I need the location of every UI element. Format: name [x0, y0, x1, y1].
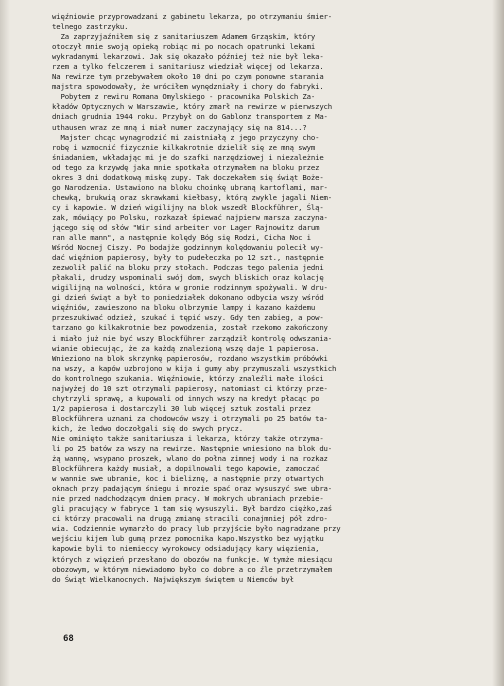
text-line: i miało już nie być wszy Blockführer zarządził kontrolę odwszania-: [52, 333, 333, 343]
text-line: rzem a tylko felczerem i sanitariusz wiedział więcej od lekarza.: [52, 62, 324, 72]
text-line: chytrzyli sprawę, a kupowali od innych wszy na kredyt płacąc po: [52, 393, 320, 403]
text-line: gi dzień świąt a był to poniedziałek dokonano odbycia wszy wśród: [52, 293, 324, 303]
text-line: telnego zastrzyku.: [52, 22, 129, 32]
text-line: Za zaprzyjaźniłem się z sanitariuszem Adamem Grząskim, który: [52, 32, 316, 42]
text-line: oknach przy padającym śniegu i mrozie spać oraz wysuszyć swe ubra-: [52, 484, 333, 494]
text-line: dniach grudnia 1944 roku. Przybył on do Gablonz transportem z Ma-: [52, 112, 328, 122]
text-line: na wszy, a kapów uzbrojono w kija i gumy aby przymuszali wszystkich: [52, 363, 337, 373]
text-line: obozowym, w którym niewiadomo było co dobre a co źle przetrzymałem: [52, 564, 333, 574]
text-line: Nie ominięto także sanitariusza i lekarza, którzy także otrzyma-: [52, 433, 324, 443]
text-line: zezwolił palić na bloku przy stołach. Podczas tego palenia jedni: [52, 263, 324, 273]
text-line: do kontrolnego szukania. Więźniowie, którzy znaleźli małe ilości: [52, 373, 324, 383]
text-line: kapowie byli to niemieccy wyrokowcy odsiadujący kary więzienia,: [52, 544, 320, 554]
text-line: więźniowie przyprowadzani z gabinetu lekarza, po otrzymaniu śmier-: [52, 12, 333, 21]
text-line: okres 3 dni dodatkową miskę zupy. Tak doczekałem się świąt Boże-: [52, 172, 324, 182]
text-line: majstra spowodowały, że wróciłem wynędzniały i chory do fabryki.: [52, 82, 324, 92]
text-line: ran alle mann", a następnie kolędy Bóg się Rodzi, Cicha Noc i: [52, 233, 311, 243]
text-line: Blockführera uznani za chodowców wszy i otrzymali po 25 batów ta-: [52, 413, 328, 423]
text-line: otoczył mnie swoją opieką robiąc mi po nocach opatrunki lekami: [52, 42, 316, 52]
text-line: kich, że ledwo doczołgali się do swych prycz.: [52, 423, 243, 433]
text-line: dać więźniom papierosy, były to pudełeczka po 12 szt., następnie: [52, 253, 324, 263]
text-line: do Świąt Wielkanocnych. Największym świętem u Niemców był: [52, 574, 294, 584]
typewritten-text-block: [52, 12, 467, 585]
text-line: wianie obiecując, że za każdą znalezioną wszę daje 1 papierosa.: [52, 343, 320, 353]
text-line: nie przed nadchodzącym dniem pracy. W mokrych ubraniach przebie-: [52, 494, 324, 504]
text-line: od tego za krzywdę jaka mnie spotkała otrzymałem na bloku przez: [52, 162, 320, 172]
text-line: przeszukiwać odzież, szukać i tępić wszy. Gdy ten zabieg, a pow-: [52, 313, 324, 323]
text-line: w wannie swe ubranie, koc i bieliznę, a następnie przy otwartych: [52, 474, 324, 484]
text-line: wigilijną na wolności, która w gronie rodzinnym spożywali. W dru-: [52, 283, 328, 293]
text-line: ci którzy pracowali na drugą zmianę stracili conajmniej pół zdro-: [52, 514, 328, 524]
page-number: 68: [63, 634, 74, 644]
text-line: uthausen wraz ze mną i miał numer zaczynający się na 814...?: [52, 122, 307, 132]
text-line: tarzano go kilkakrotnie bez powodzenia, został rzekomo zakończony: [52, 323, 328, 333]
text-line: jącego się od słów "Wir sind arbeiter vor Lager Rajnowitz darum: [52, 222, 320, 232]
text-line: wykradanymi lekarzowi. Jak się okazało później też nie był leka-: [52, 52, 324, 62]
text-line: go Narodzenia. Ustawiono na bloku choinkę ubraną kartoflami, mar-: [52, 182, 328, 192]
text-line: cy i kapowie. W dzień wigilijny na blok wszedł Blockführer, Ślą-: [52, 202, 324, 212]
text-line: Blockführera każdy musiał, a dopilnowali tego kapowie, zamoczać: [52, 464, 320, 474]
page-left-edge-shadow: [0, 0, 10, 686]
text-line: których z więzień przesłano do obozów na funkcje. W tymże miesiącu: [52, 554, 333, 564]
text-line: kładów Optycznych w Warszawie, który zmarł na rewirze w pierwszych: [52, 102, 333, 112]
text-line: chewką, brukwią oraz skrawkami kiełbasy, którą zwykle jagali Niem-: [52, 192, 333, 202]
text-line: wia. Codziennie wymarzło do pracy lub przyjście było nagradzane przy: [52, 524, 341, 534]
text-line: robę i wzmocnić fizycznie kilkakrotnie dzielił się ze mną swym: [52, 142, 316, 152]
text-line: żą wannę, wsypano proszek, wlano do połna zimnej wody i na rozkaz: [52, 454, 328, 464]
text-line: Majster chcąc wynagrodzić mi zaistniałą z jego przyczyny cho-: [52, 132, 320, 142]
text-line: Na rewirze tym przebywałem około 10 dni po czym ponowne starania: [52, 72, 324, 82]
text-line: śniadaniem, wkładając mi je do szafki narzędziowej i niezależnie: [52, 152, 324, 162]
text-line: zak, mówiący po Polsku, rozkazał śpiewać najpierw marsza zaczyna-: [52, 212, 328, 222]
text-line: najwyżej do 10 szt otrzymali papierosy, natomiast ci którzy prze-: [52, 383, 328, 393]
text-line: gli pracujący w fabryce 1 tam się wysuszyli. Był bardzo ciężko,zaś: [52, 504, 333, 514]
text-line: Wśród Nocnej Ciszy. Po bodajże godzinnym kolędowaniu polecił wy-: [52, 243, 324, 253]
text-line: więźniów, zawieszono na bloku olbrzymie lampy i kazano każdemu: [52, 303, 316, 313]
text-line: Wnieziono na blok skrzynkę papierosów, rozdano wszystkim próbówki: [52, 353, 328, 363]
text-line: li po 25 batów za wszy na rewirze. Następnie wniesiono na blok du-: [52, 444, 333, 454]
text-line: wejściu kijem lub gumą przez pomocnika kapo.Wszystko bez wyjątku: [52, 534, 324, 544]
text-line: płakali, drudzy wspominali swój dom, swych bliskich oraz kolację: [52, 273, 324, 283]
text-line: 1/2 papierosa i dostarczyli 30 lub więcej sztuk zostali przez: [52, 403, 311, 413]
text-line: Pobytem z rewiru Romana Omylskiego - pracownika Polskich Za-: [52, 92, 316, 102]
page-right-edge-shadow: [492, 0, 504, 686]
